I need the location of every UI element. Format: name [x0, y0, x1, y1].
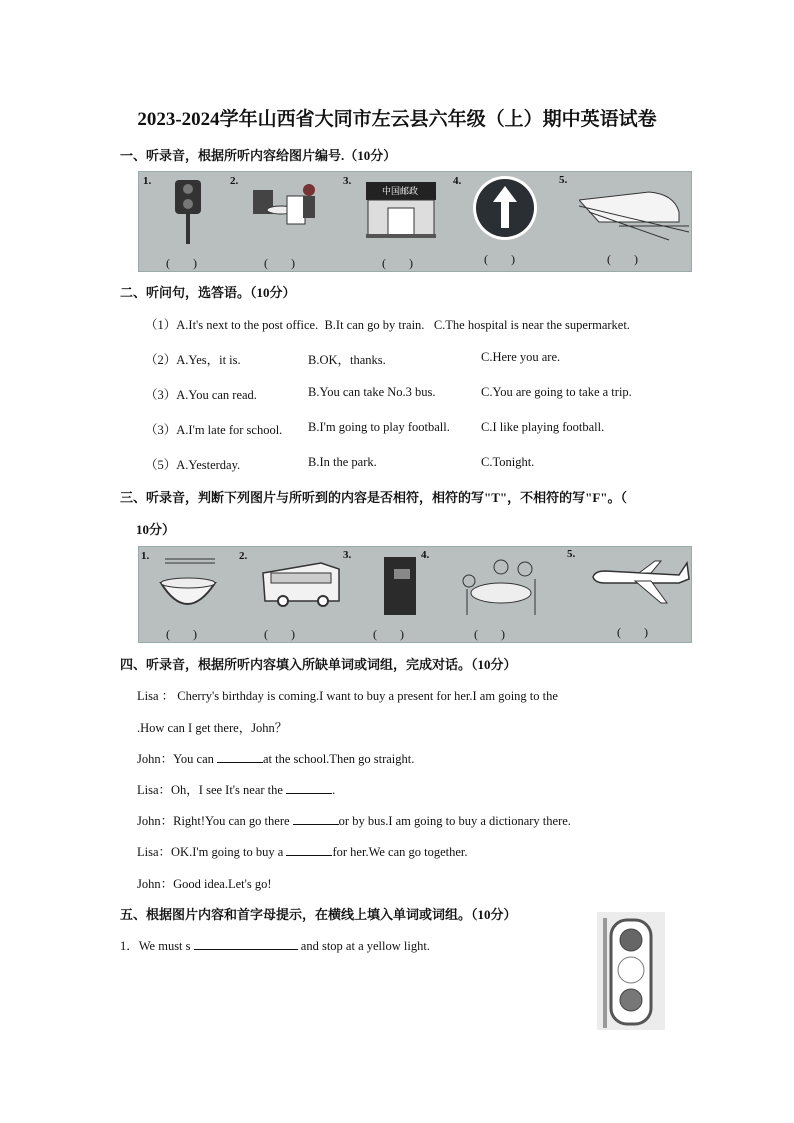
option-b[interactable]: B.OK，thanks. — [308, 353, 386, 367]
dialogue-line: Lisa：OK.I'm going to buy a for her.We can go together. — [137, 845, 468, 859]
answer-bracket[interactable]: ( ) — [373, 627, 414, 641]
answer-bracket[interactable]: ( ) — [474, 627, 515, 641]
section3-picture-strip — [138, 546, 692, 643]
section1-heading: 一、听录音，根据所听内容给图片编号.（10分） — [120, 148, 397, 163]
answer-bracket[interactable]: ( ) — [264, 627, 305, 641]
svg-text:中国邮政: 中国邮政 — [381, 186, 419, 196]
section1-picture-strip — [138, 171, 692, 272]
section5-heading: 五、根据图片内容和首字母提示，在横线上填入单词或词组。（10分） — [120, 907, 517, 922]
picture-number: 4. — [421, 549, 430, 561]
question-number: （3）A.You can read. — [145, 388, 257, 402]
page-title: 2023-2024学年山西省大同市左云县六年级（上）期中英语试卷 — [137, 109, 657, 130]
dialogue-line: John：You can at the school.Then go straight. — [137, 752, 415, 766]
traffic-light-icon — [597, 912, 665, 1030]
answer-bracket[interactable]: ( ) — [382, 256, 423, 270]
picture-number: 3. — [343, 175, 352, 187]
picture-number: 3. — [343, 549, 352, 561]
answer-blank[interactable] — [286, 845, 332, 856]
option-a[interactable]: A.Yesterday. — [176, 458, 241, 472]
option-c[interactable]: C.You are going to take a trip. — [481, 385, 632, 399]
answer-bracket[interactable]: ( ) — [617, 625, 658, 639]
option-c[interactable]: C.I like playing football. — [481, 420, 605, 434]
plane-icon — [591, 559, 691, 609]
answer-blank[interactable] — [194, 939, 298, 950]
answer-bracket[interactable]: ( ) — [166, 627, 207, 641]
answer-blank[interactable] — [286, 783, 332, 794]
option-b[interactable]: B.It can go by train. — [324, 318, 425, 332]
section2-heading: 二、听问句，选答语。（10分） — [120, 285, 296, 300]
fill-in-item: 1．We must s and stop at a yellow light. — [120, 939, 430, 953]
option-a[interactable]: A.You can read. — [176, 388, 257, 402]
option-c[interactable]: C.Tonight. — [481, 455, 535, 469]
answer-blank[interactable] — [293, 814, 339, 825]
bus-icon — [261, 559, 343, 609]
question-number: （5）A.Yesterday. — [145, 458, 241, 472]
option-c[interactable]: C.Here you are. — [481, 350, 561, 364]
option-a[interactable]: A.I'm late for school. — [176, 423, 283, 437]
answer-bracket[interactable]: ( ) — [264, 256, 305, 270]
question-number: （3）A.I'm late for school. — [145, 423, 283, 437]
noodles-icon — [155, 553, 219, 615]
section3-heading-cont: 10分） — [136, 522, 176, 537]
dictionary-icon — [382, 555, 418, 617]
question-row: （1）A.It's next to the post office. B.It can go by train. C.The hospital is near the supermarket. — [145, 318, 630, 332]
answer-bracket[interactable]: ( ) — [484, 252, 525, 266]
section3-heading: 三、听录音，判断下列图片与所听到的内容是否相符，相符的写"T"，不相符的写"F"。（ — [120, 490, 627, 505]
answer-blank[interactable] — [217, 752, 263, 763]
question-number: （2）A.Yes，it is. — [145, 353, 241, 367]
dialogue-line: Lisa：Oh，I see It's near the . — [137, 783, 336, 797]
section4-heading: 四、听录音，根据所听内容填入所缺单词或词组，完成对话。（10分） — [120, 657, 517, 672]
train-icon — [579, 182, 689, 242]
answer-bracket[interactable]: ( ) — [607, 252, 648, 266]
answer-bracket[interactable]: ( ) — [166, 256, 207, 270]
people-at-table-icon — [251, 178, 321, 244]
option-b[interactable]: B.In the park. — [308, 455, 377, 469]
dialogue-line: John：Good idea.Let's go! — [137, 877, 272, 891]
dialogue-line: .How can I get there，John？ — [137, 721, 288, 735]
picture-number: 2. — [239, 550, 248, 562]
picture-number: 2. — [230, 175, 239, 187]
option-a[interactable]: A.Yes，it is. — [176, 353, 241, 367]
picture-number: 4. — [453, 175, 462, 187]
traffic-light-icon — [169, 178, 209, 244]
dialogue-line: Lisa ： Cherry's birthday is coming.I want to buy a present for her.I am going to the — [137, 689, 558, 703]
family-dinner-icon — [459, 555, 543, 615]
picture-number: 1. — [143, 175, 152, 187]
option-c[interactable]: C.The hospital is near the supermarket. — [433, 318, 630, 332]
option-b[interactable]: B.I'm going to play football. — [308, 420, 450, 434]
dialogue-line: John：Right!You can go there or by bus.I am going to buy a dictionary there. — [137, 814, 571, 828]
picture-number: 5. — [559, 174, 568, 186]
picture-number: 1. — [141, 550, 150, 562]
option-b[interactable]: B.You can take No.3 bus. — [308, 385, 436, 399]
go-straight-sign-icon — [471, 174, 539, 242]
post-office-icon — [364, 178, 438, 240]
option-a[interactable]: A.It's next to the post office. — [176, 318, 319, 332]
picture-number: 5. — [567, 548, 576, 560]
